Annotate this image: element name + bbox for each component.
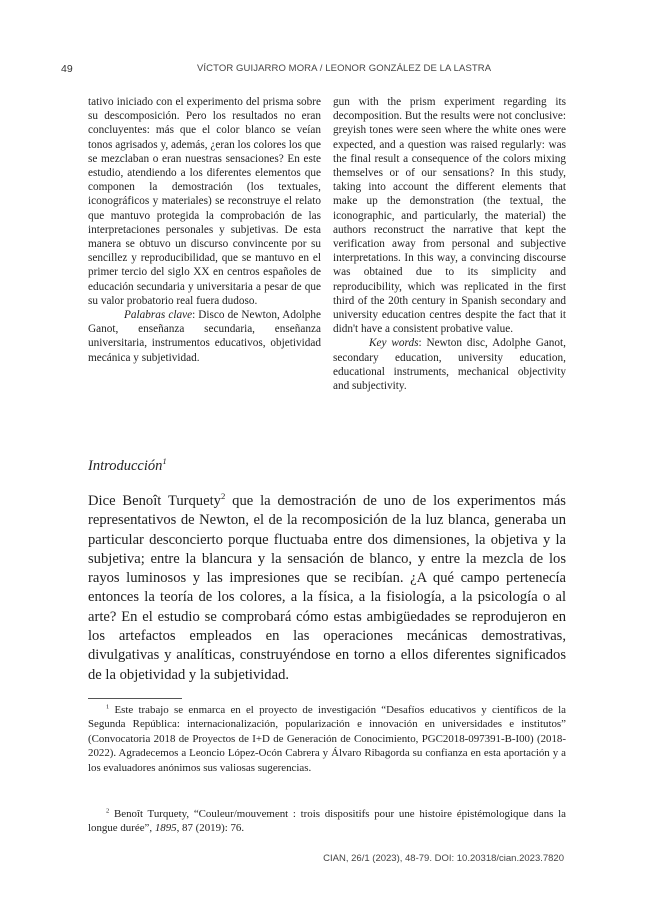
keywords-list-es: : Disco de Newton, Adolphe Ganot, enseñanza secundaria, enseñanza universitaria, instrumentos educativos, objetividad mecánica y subjetividad. <box>88 309 321 364</box>
keywords-label-es: Palabras clave <box>124 309 193 322</box>
footnote-ref-2[interactable]: 2 <box>220 491 226 502</box>
abstract-english <box>333 95 566 393</box>
footnote-2-journal: 1895 <box>154 822 177 835</box>
keywords-label-en: Key words <box>369 337 419 350</box>
abstract-es-text: tativo iniciado con el experimento del prisma sobre su descomposición. Pero los resultados no eran concluyentes: más que el color blanco se veían tonos agrisados y, además, ¿eran los colores los que se mezclaban o eran nuestras sensaciones? En este estudio, atendiendo a los diferentes elementos que componen la demostración (los textuales, iconográficos y materiales) se reconstruye el relato que mantuvo protegida la comprobación de las interpretaciones personales y subjetivas. De esta manera se obtuvo un discurso convincente por su sencillez y reproducibilidad, que se mantuvo en el primer tercio del siglo XX en centros españoles de educación secundaria y universitaria a pesar de que su valor probatorio real fuera dudoso. <box>88 96 321 307</box>
footnote-2-text-end: , 87 (2019): 76. <box>176 822 245 835</box>
abstract-spanish <box>88 95 321 365</box>
section-heading-text: Introducción <box>88 458 163 474</box>
footnote-1-number: 1 <box>106 703 110 711</box>
footnote-2 <box>88 807 566 836</box>
footnote-2-text: Benoît Turquety, “Couleur/mouvement : trois dispositifs pour une histoire épistémologique dans la longue durée”, <box>88 808 566 835</box>
intro-paragraph <box>88 492 566 685</box>
footnote-1-text: Este trabajo se enmarca en el proyecto de investigación “Desafíos educativos y científicos de la Segunda República: internacionalización, popularización e innovación en universidades e institutos” (Convocatoria 2018 de Proyectos de I+D de Generación de Conocimiento, PGC2018-097391-B-I00) (2018-2022). Agradecemos a Leoncio López-Ocón Cabrera y Álvaro Ribagorda su confianza en esta aportación y a los evaluadores anónimos sus valiosas sugerencias. <box>88 704 566 774</box>
footnote-2-number: 2 <box>106 807 110 815</box>
page-number: 49 <box>61 63 73 75</box>
abstract-es-keywords <box>88 308 321 365</box>
intro-text-rest: que la demostración de uno de los experimentos más representativos de Newton, el de la recomposición de la luz blanca, generaba un particular desconcierto porque fluctuaba entre dos dimensiones, la objetiva y la subjetiva; entre la blancura y la sensación de blanco, y entre la mezcla de los rayos luminosos y las impresiones que se recibían. ¿A qué campo pertenecía entonces la teoría de los colores, a la física, a la fisiología, a la psicología o al arte? En el estudio se comprobará cómo estas ambigüedades se reprodujeron en los artefactos empleados en las operaciones mecánicas demostrativas, divulgativas y analíticas, construyéndose en torno a ellos diferentes significados de la objetividad y la subjetividad. <box>88 493 566 683</box>
footnote-1 <box>88 703 566 775</box>
abstract-en-keywords <box>333 336 566 393</box>
section-heading <box>88 458 167 475</box>
abstract-en-text: gun with the prism experiment regarding its decomposition. But the results were not conclusive: greyish tones were seen where the white ones were expected, and a question was raised regularly: was the final result a consequence of the colors mixing themselves or of our sensations? In this study, taking into account the different elements that make up the demonstration (the textual, the iconographic, and particularly, the material) the authors reconstruct the narrative that kept the verification away from personal and subjective interpretations. In this way, a convincing discourse was obtained due to its simplicity and reproducibility, which was replicated in the first third of the 20th century in Spanish secondary and university education centres despite the fact that it didn't have a consistent probative value. <box>333 96 566 336</box>
footnote-ref-1[interactable]: 1 <box>162 456 167 467</box>
intro-text-start: Dice Benoît Turquety <box>88 493 221 509</box>
footnote-divider <box>88 698 182 699</box>
journal-citation: CIAN, 26/1 (2023), 48-79. DOI: 10.20318/cian.2023.7820 <box>323 853 564 864</box>
keywords-list-en: : Newton disc, Adolphe Ganot, secondary education, university education, educational instruments, mechanical objectivity and subjectivity. <box>333 337 566 393</box>
running-head: VÍCTOR GUIJARRO MORA / LEONOR GONZÁLEZ DE LA LASTRA <box>197 63 492 74</box>
